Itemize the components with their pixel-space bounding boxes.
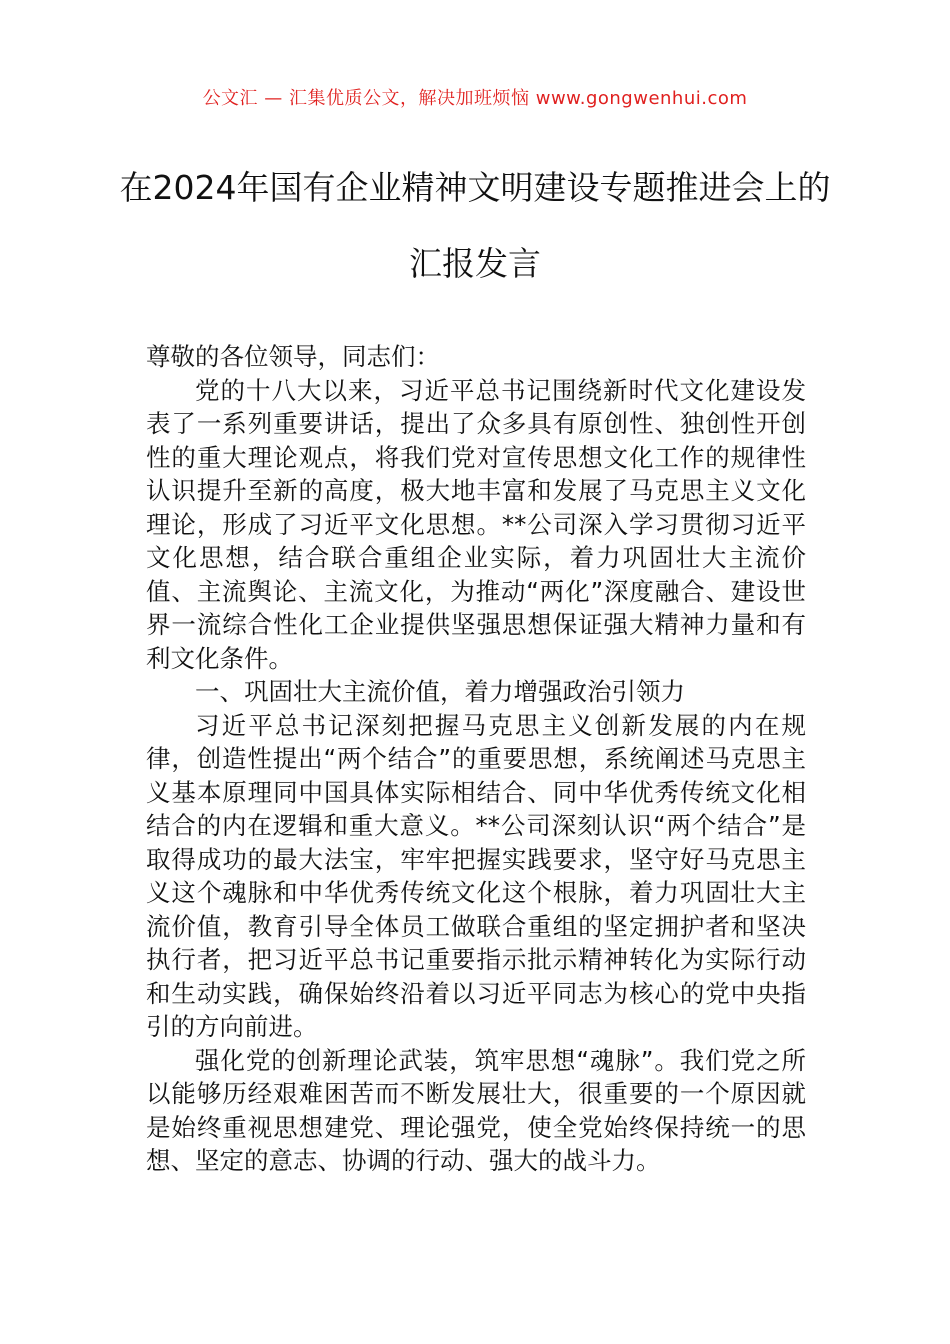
- section-heading-1: 一、巩固壮大主流价值，着力增强政治引领力: [195, 677, 685, 706]
- paragraph-intro: 党的十八大以来，习近平总书记围绕新时代文化建设发表了一系列重要讲话，提出了众多具有原创性、独创性开创性的重大理论观点，将我们党对宣传思想文化工作的规律性认识提升至新的高度，极大地丰富和发展了马克思主义文化理论，形成了习近平文化思想。**公司深入学习贯彻习近平文化思想，结合联合重组企业实际，着力巩固壮大主流价值、主流舆论、主流文化，为推动“两化”深度融合、建设世界一流综合性化工企业提供坚强思想保证强大精神力量和有利文化条件。: [146, 375, 806, 673]
- document-title: 在2024年国有企业精神文明建设专题推进会上的汇报发言: [119, 168, 831, 283]
- salutation: 尊敬的各位领导，同志们：: [146, 342, 440, 371]
- document-body: [146, 340, 806, 1178]
- header-banner: 公文汇 — 汇集优质公文，解决加班烦恼 www.gongwenhui.com: [202, 88, 748, 109]
- paragraph-section-1: 习近平总书记深刻把握马克思主义创新发展的内在规律，创造性提出“两个结合”的重要思想，系统阐述马克思主义基本原理同中国具体实际相结合、同中华优秀传统文化相结合的内在逻辑和重大意义。**公司深刻认识“两个结合”是取得成功的最大法宝，牢牢把握实践要求，坚守好马克思主义这个魂脉和中华优秀传统文化这个根脉，着力巩固壮大主流价值，教育引导全体员工做联合重组的坚定拥护者和坚决执行者，把习近平总书记重要指示批示精神转化为实际行动和生动实践，确保始终沿着以习近平同志为核心的党中央指引的方向前进。: [146, 710, 806, 1041]
- paragraph-subsection-1: 强化党的创新理论武装，筑牢思想“魂脉”。我们党之所以能够历经艰难困苦而不断发展壮大，很重要的一个原因就是始终重视思想建党、理论强党，使全党始终保持统一的思想、坚定的意志、协调的行动、强大的战斗力。: [146, 1045, 806, 1175]
